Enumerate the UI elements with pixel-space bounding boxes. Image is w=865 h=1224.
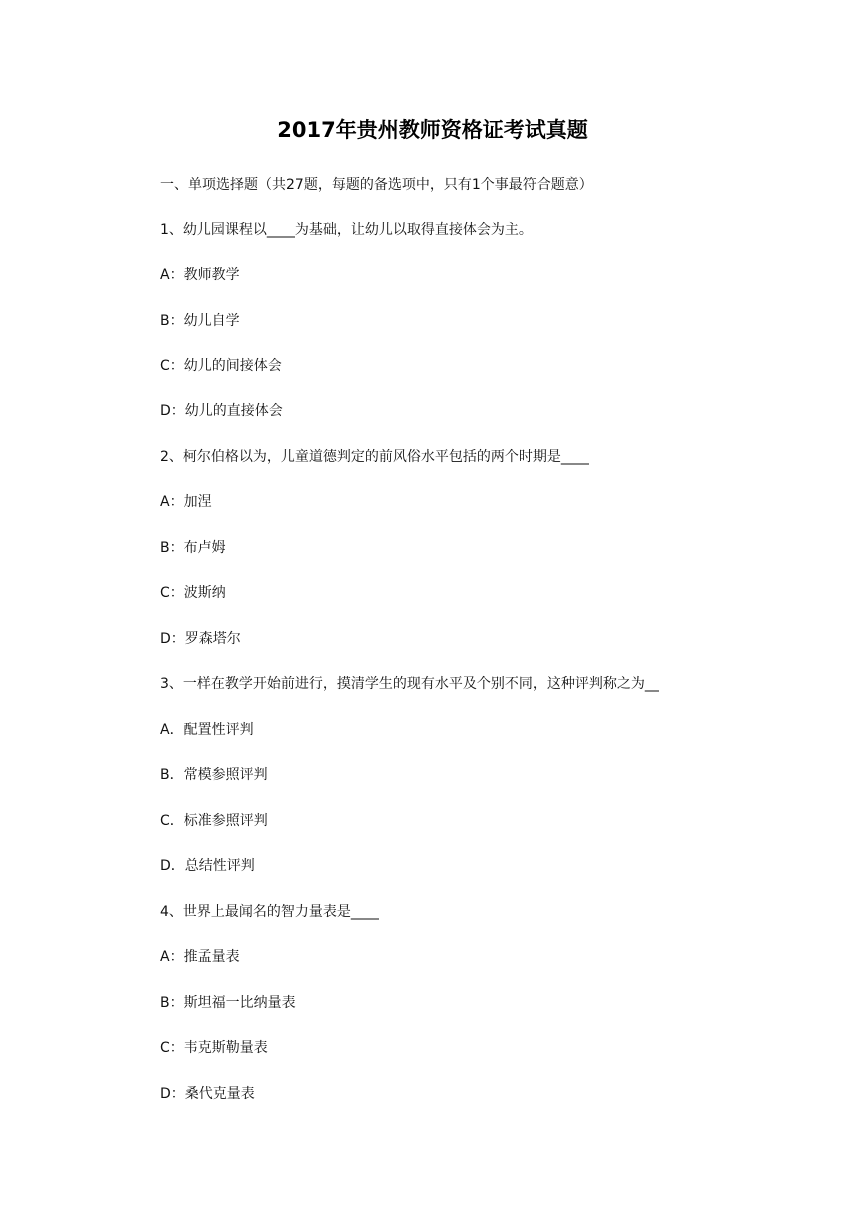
question-1-option-b: B：幼儿自学 xyxy=(160,313,240,329)
question-1-option-a: A：教师教学 xyxy=(160,267,240,283)
section-heading: 一、单项选择题（共27题，每题的备选项中，只有1个事最符合题意） xyxy=(160,177,593,193)
question-2-option-d: D：罗森塔尔 xyxy=(160,631,241,647)
question-2-option-c: C：波斯纳 xyxy=(160,585,226,601)
question-3-option-d: D．总结性评判 xyxy=(160,858,255,874)
document-title: 2017年贵州教师资格证考试真题 xyxy=(277,118,588,142)
question-2-option-a: A：加涅 xyxy=(160,494,212,510)
question-4-option-a: A：推孟量表 xyxy=(160,949,240,965)
question-3-option-a: A．配置性评判 xyxy=(160,722,254,738)
question-3-option-b: B．常模参照评判 xyxy=(160,767,268,783)
question-1-option-c: C：幼儿的间接体会 xyxy=(160,358,282,374)
question-3-stem: 3、一样在教学开始前进行，摸清学生的现有水平及个别不同，这种评判称之为__ xyxy=(160,676,659,692)
question-4-option-d: D：桑代克量表 xyxy=(160,1086,255,1102)
question-4-stem: 4、世界上最闻名的智力量表是____ xyxy=(160,904,379,920)
question-4-option-c: C：韦克斯勒量表 xyxy=(160,1040,268,1056)
question-1-option-d: D：幼儿的直接体会 xyxy=(160,403,283,419)
question-1-stem: 1、幼儿园课程以____为基础，让幼儿以取得直接体会为主。 xyxy=(160,222,533,238)
question-2-option-b: B：布卢姆 xyxy=(160,540,226,556)
question-3-option-c: C．标准参照评判 xyxy=(160,813,268,829)
question-2-stem: 2、柯尔伯格以为，儿童道德判定的前风俗水平包括的两个时期是____ xyxy=(160,449,589,465)
question-4-option-b: B：斯坦福一比纳量表 xyxy=(160,995,296,1011)
